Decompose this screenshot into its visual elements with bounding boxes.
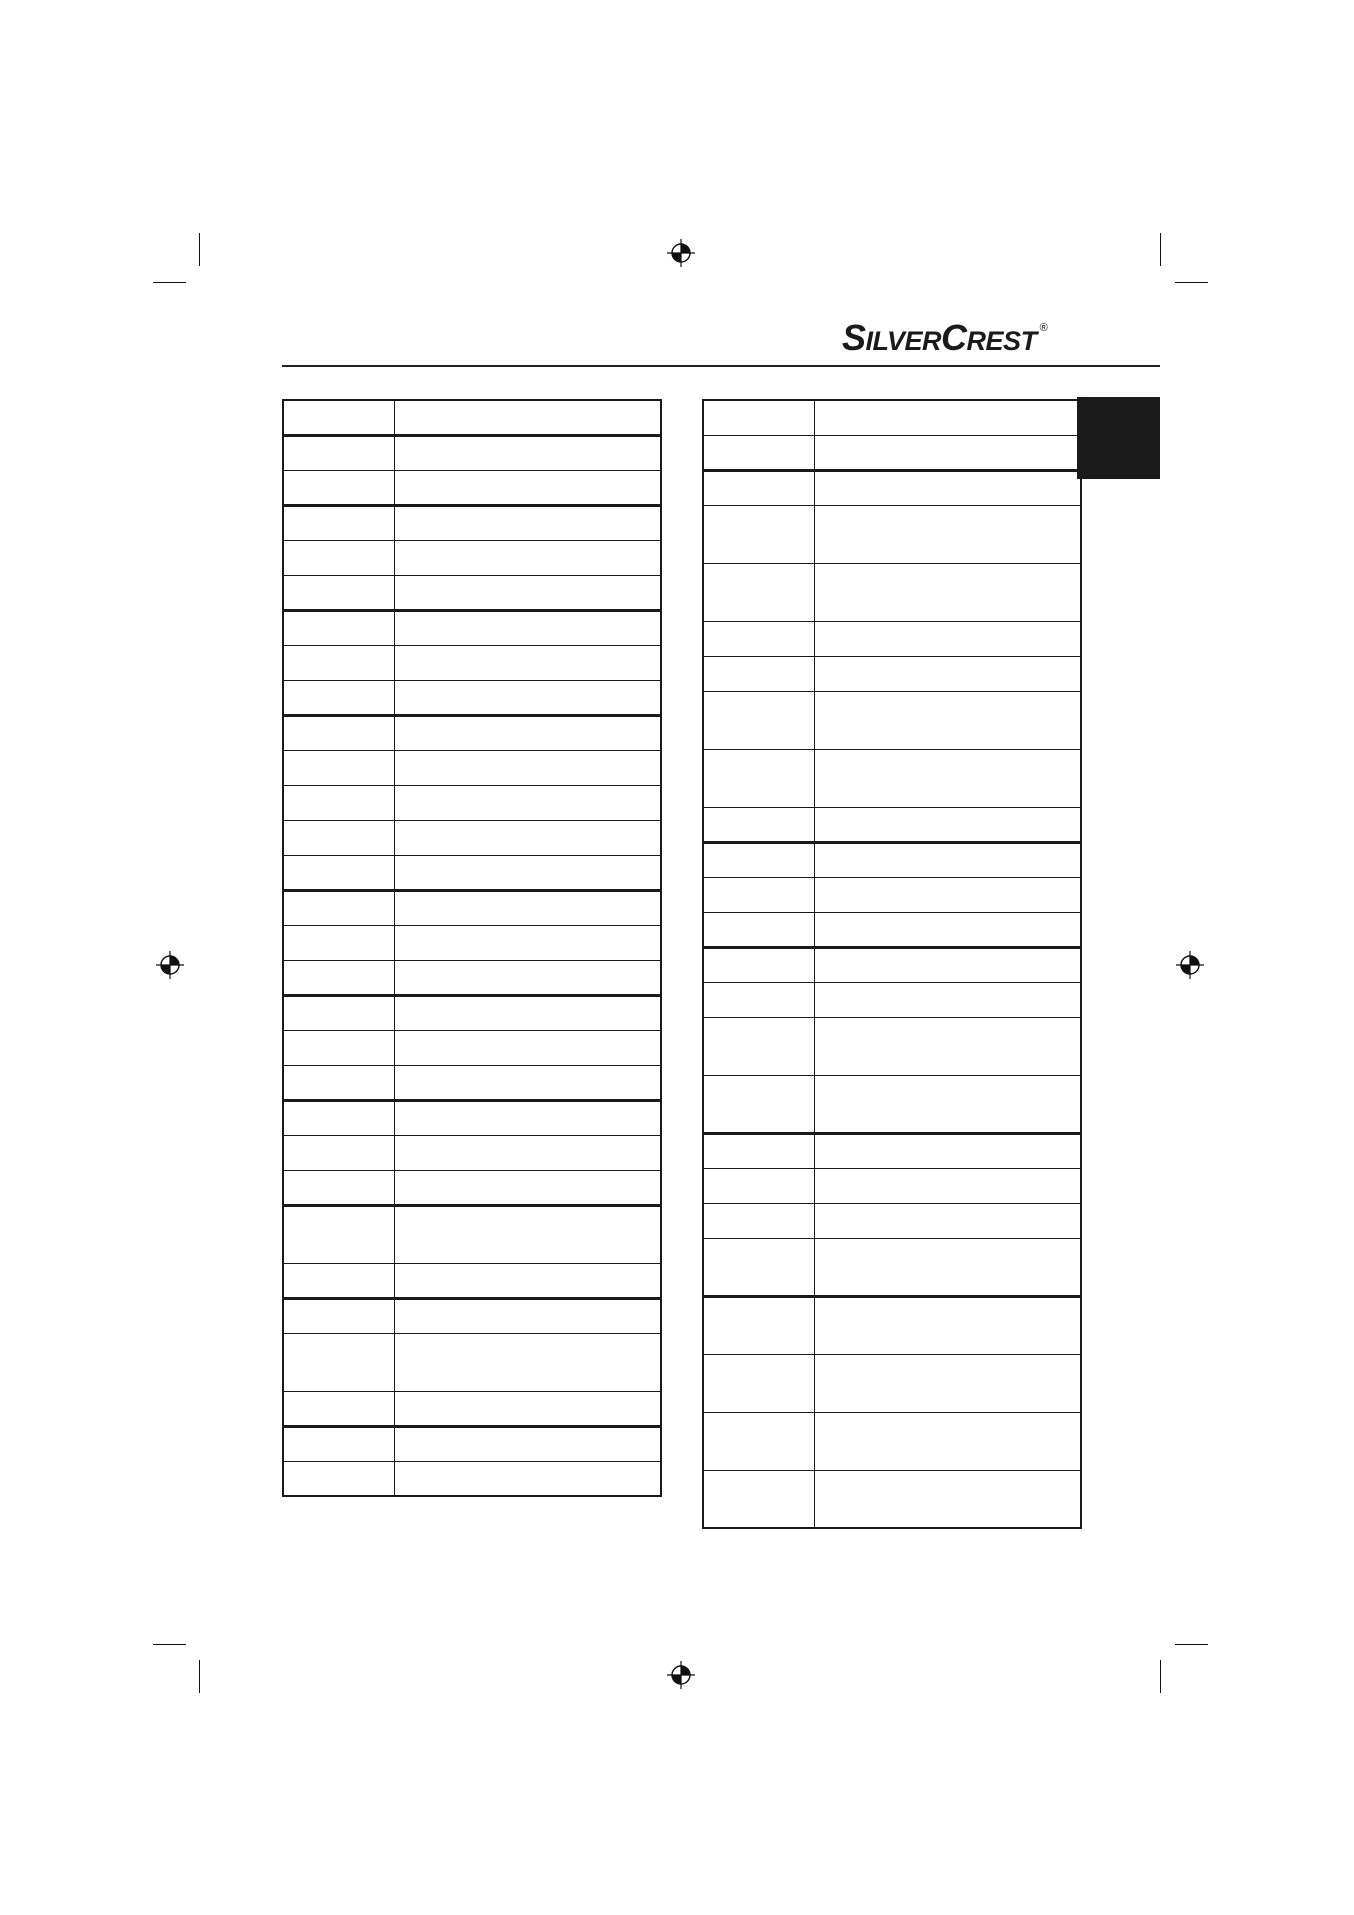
crop-mark-bottom-right-vertical xyxy=(1160,1660,1161,1693)
code-cell xyxy=(283,925,394,960)
table-row xyxy=(283,1205,661,1263)
table-row xyxy=(703,656,1081,691)
description-cell xyxy=(394,400,661,435)
description-cell xyxy=(394,540,661,575)
table-row xyxy=(283,1135,661,1170)
code-cell xyxy=(283,1426,394,1461)
code-cell xyxy=(703,912,814,947)
crop-mark-bottom-left-horizontal xyxy=(153,1644,186,1645)
code-cell xyxy=(703,982,814,1017)
table-row xyxy=(703,470,1081,505)
logo-letter-s: S xyxy=(842,317,866,358)
table-row xyxy=(283,680,661,715)
description-cell xyxy=(394,960,661,995)
table-row xyxy=(283,1461,661,1496)
table-row xyxy=(283,960,661,995)
description-cell xyxy=(814,1470,1081,1528)
description-cell xyxy=(394,1263,661,1298)
code-cell xyxy=(283,645,394,680)
description-cell xyxy=(814,982,1081,1017)
registered-trademark-symbol: ® xyxy=(1039,322,1048,334)
table-row xyxy=(283,925,661,960)
table-row xyxy=(703,1470,1081,1528)
code-cell xyxy=(283,540,394,575)
description-cell xyxy=(394,1100,661,1135)
code-cell xyxy=(283,400,394,435)
table-row xyxy=(283,1333,661,1391)
description-cell xyxy=(814,1075,1081,1133)
table-row xyxy=(703,877,1081,912)
table-row xyxy=(703,842,1081,877)
code-cell xyxy=(283,1205,394,1263)
description-cell xyxy=(814,877,1081,912)
description-cell xyxy=(394,1135,661,1170)
code-cell xyxy=(283,1263,394,1298)
description-cell xyxy=(394,1298,661,1333)
description-cell xyxy=(814,1203,1081,1238)
code-cell xyxy=(283,435,394,470)
code-cell xyxy=(703,621,814,656)
code-cell xyxy=(283,820,394,855)
table-row xyxy=(703,912,1081,947)
code-cell xyxy=(703,691,814,749)
description-cell xyxy=(814,947,1081,982)
code-cell xyxy=(703,1412,814,1470)
code-cell xyxy=(703,947,814,982)
code-cell xyxy=(283,890,394,925)
table-row xyxy=(703,1075,1081,1133)
description-cell xyxy=(814,912,1081,947)
description-cell xyxy=(394,680,661,715)
description-cell xyxy=(814,807,1081,842)
table-row xyxy=(283,1030,661,1065)
code-cell xyxy=(283,1298,394,1333)
table-row xyxy=(283,715,661,750)
description-cell xyxy=(814,435,1081,470)
table-row xyxy=(283,1426,661,1461)
description-cell xyxy=(394,470,661,505)
description-cell xyxy=(394,610,661,645)
silvercrest-logo xyxy=(842,316,1047,356)
table-row xyxy=(703,982,1081,1017)
description-cell xyxy=(814,749,1081,807)
language-tab-marker xyxy=(1077,397,1160,479)
table-row xyxy=(703,1168,1081,1203)
code-cell xyxy=(283,610,394,645)
description-cell xyxy=(814,505,1081,563)
code-cell xyxy=(283,1170,394,1205)
code-cell xyxy=(283,960,394,995)
description-cell xyxy=(814,470,1081,505)
description-cell xyxy=(814,1354,1081,1412)
code-cell xyxy=(703,1238,814,1296)
crop-mark-top-left-vertical xyxy=(199,233,200,266)
table-row xyxy=(703,505,1081,563)
description-cell xyxy=(394,820,661,855)
code-cell xyxy=(703,1354,814,1412)
table-row xyxy=(703,1017,1081,1075)
registration-mark-icon xyxy=(1175,950,1205,980)
table-row xyxy=(703,1133,1081,1168)
code-cell xyxy=(703,563,814,621)
crop-mark-bottom-left-vertical xyxy=(199,1660,200,1693)
description-cell xyxy=(814,1412,1081,1470)
description-cell xyxy=(394,925,661,960)
description-cell xyxy=(394,1426,661,1461)
code-cell xyxy=(703,1017,814,1075)
table-row xyxy=(703,1238,1081,1296)
code-cell xyxy=(283,995,394,1030)
table-row xyxy=(703,1203,1081,1238)
code-cell xyxy=(703,1296,814,1354)
description-cell xyxy=(394,1170,661,1205)
code-cell xyxy=(283,785,394,820)
description-cell xyxy=(814,1168,1081,1203)
code-cell xyxy=(283,1100,394,1135)
table-row xyxy=(283,470,661,505)
description-cell xyxy=(394,575,661,610)
table-row xyxy=(283,890,661,925)
code-cell xyxy=(283,1135,394,1170)
code-cell xyxy=(283,1333,394,1391)
table-row xyxy=(283,855,661,890)
code-cell xyxy=(283,750,394,785)
logo-word-ilver: ILVER xyxy=(865,326,942,356)
description-cell xyxy=(814,1238,1081,1296)
table-row xyxy=(703,947,1081,982)
code-cell xyxy=(283,1391,394,1426)
code-cell xyxy=(703,1203,814,1238)
description-cell xyxy=(394,785,661,820)
table-row xyxy=(283,435,661,470)
description-cell xyxy=(394,1333,661,1391)
code-cell xyxy=(283,505,394,540)
crop-mark-top-left-horizontal xyxy=(153,282,186,283)
table-row xyxy=(703,807,1081,842)
description-cell xyxy=(394,1391,661,1426)
code-cell xyxy=(703,1168,814,1203)
left-code-table xyxy=(282,399,662,1497)
registration-mark-icon xyxy=(155,950,185,980)
code-cell xyxy=(703,807,814,842)
description-cell xyxy=(394,1065,661,1100)
right-code-table xyxy=(702,399,1082,1529)
code-cell xyxy=(703,505,814,563)
crop-mark-bottom-right-horizontal xyxy=(1175,1644,1208,1645)
description-cell xyxy=(394,1030,661,1065)
description-cell xyxy=(394,645,661,680)
table-row xyxy=(283,540,661,575)
code-cell xyxy=(703,435,814,470)
table-row xyxy=(283,1100,661,1135)
code-cell xyxy=(703,877,814,912)
header-rule xyxy=(282,365,1160,367)
description-cell xyxy=(394,750,661,785)
table-row xyxy=(703,1354,1081,1412)
code-cell xyxy=(703,400,814,435)
table-row xyxy=(703,435,1081,470)
table-row xyxy=(703,621,1081,656)
table-row xyxy=(283,400,661,435)
table-row xyxy=(703,691,1081,749)
description-cell xyxy=(394,715,661,750)
description-cell xyxy=(394,855,661,890)
table-row xyxy=(283,785,661,820)
table-row xyxy=(283,1065,661,1100)
description-cell xyxy=(394,1205,661,1263)
code-cell xyxy=(283,1461,394,1496)
description-cell xyxy=(814,400,1081,435)
description-cell xyxy=(394,505,661,540)
description-cell xyxy=(814,621,1081,656)
code-cell xyxy=(703,842,814,877)
description-cell xyxy=(394,435,661,470)
description-cell xyxy=(394,1461,661,1496)
table-row xyxy=(703,1296,1081,1354)
table-row xyxy=(283,750,661,785)
code-cell xyxy=(283,1030,394,1065)
description-cell xyxy=(814,842,1081,877)
table-row xyxy=(283,995,661,1030)
code-cell xyxy=(283,575,394,610)
code-cell xyxy=(283,715,394,750)
code-cell xyxy=(283,1065,394,1100)
code-cell xyxy=(283,470,394,505)
description-cell xyxy=(814,691,1081,749)
code-cell xyxy=(703,749,814,807)
code-cell xyxy=(703,1470,814,1528)
code-cell xyxy=(703,1075,814,1133)
table-row xyxy=(703,1412,1081,1470)
description-cell xyxy=(814,656,1081,691)
code-cell xyxy=(283,855,394,890)
table-row xyxy=(283,1391,661,1426)
description-cell xyxy=(394,995,661,1030)
description-cell xyxy=(814,1133,1081,1168)
table-row xyxy=(703,749,1081,807)
table-row xyxy=(283,610,661,645)
registration-mark-icon xyxy=(666,1660,696,1690)
logo-word-rest: REST xyxy=(966,326,1037,356)
table-row xyxy=(283,820,661,855)
table-row xyxy=(703,400,1081,435)
table-row xyxy=(283,1298,661,1333)
description-cell xyxy=(814,1296,1081,1354)
table-row xyxy=(283,505,661,540)
description-cell xyxy=(814,563,1081,621)
table-row xyxy=(703,563,1081,621)
crop-mark-top-right-vertical xyxy=(1160,233,1161,266)
code-cell xyxy=(703,1133,814,1168)
description-cell xyxy=(814,1017,1081,1075)
table-row xyxy=(283,1170,661,1205)
code-cell xyxy=(703,656,814,691)
description-cell xyxy=(394,890,661,925)
table-row xyxy=(283,575,661,610)
logo-letter-c: C xyxy=(941,317,967,358)
code-cell xyxy=(283,680,394,715)
table-row xyxy=(283,645,661,680)
crop-mark-top-right-horizontal xyxy=(1175,282,1208,283)
table-row xyxy=(283,1263,661,1298)
registration-mark-icon xyxy=(666,238,696,268)
code-cell xyxy=(703,470,814,505)
